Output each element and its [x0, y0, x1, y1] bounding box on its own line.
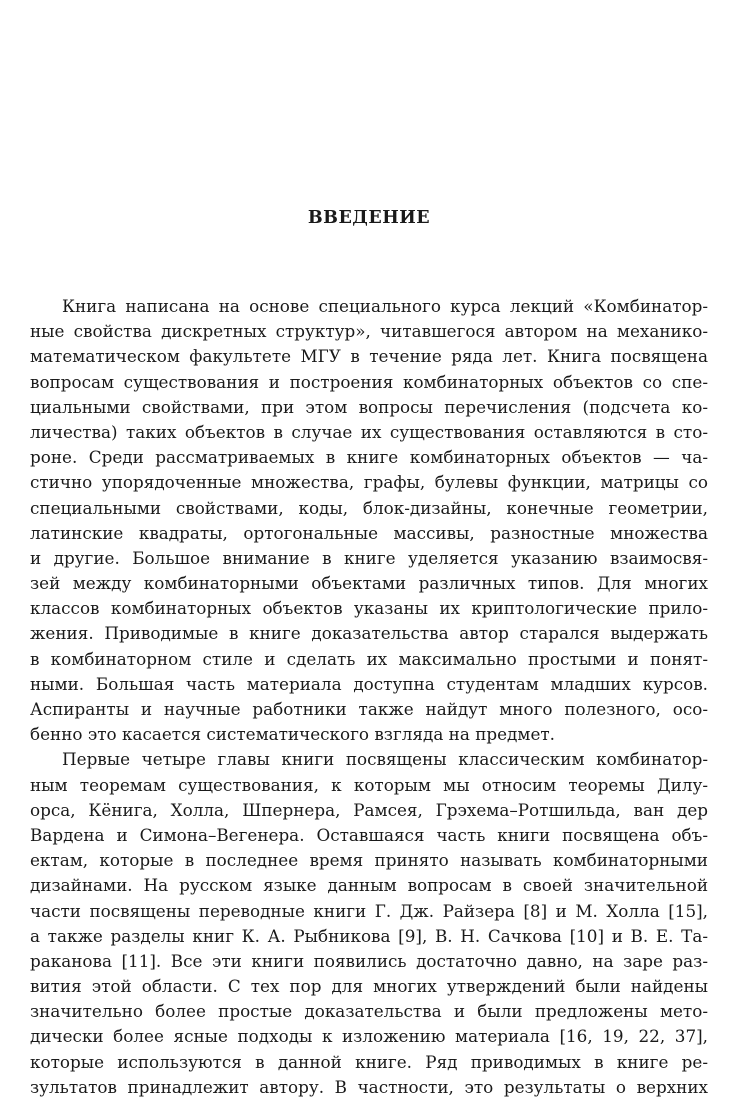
text-line: части посвящены переводные книги Г. Дж. Райзера [8] и М. Холла [15],	[30, 900, 708, 921]
text-line: и другие. Большое внимание в книге уделяется указанию взаимосвя-	[30, 547, 708, 568]
text-line: вития этой области. С тех пор для многих утверждений были найдены	[30, 976, 708, 997]
text-line: дизайнами. На русском языке данным вопросам в своей значительной	[30, 875, 708, 896]
text-line: математическом факультете МГУ в течение ряда лет. Книга посвящена	[30, 346, 708, 367]
text-line: Аспиранты и научные работники также найдут много полезного, осо-	[30, 699, 708, 719]
text-line: Первые четыре главы книги посвящены классическим комбинатор-	[62, 749, 708, 770]
text-line: которые используются в данной книге. Ряд приводимых в книге ре-	[30, 1051, 708, 1072]
text-line: ным теоремам существования, к которым мы относим теоремы Дилу-	[30, 774, 708, 795]
text-line: орса, Кёнига, Холла, Шпернера, Рамсея, Грэхема–Ротшильда, ван дер	[30, 799, 708, 820]
text-line: ектам, которые в последнее время принято называть комбинаторными	[30, 850, 708, 871]
text-line: стично упорядоченные множества, графы, булевы функции, матрицы со	[30, 472, 708, 493]
text-line: классов комбинаторных объектов указаны их криптологические прило-	[30, 598, 708, 619]
text-line: в комбинаторном стиле и сделать их максимально простыми и понят-	[30, 648, 708, 669]
paragraph-2	[30, 747, 708, 1100]
text-line: циальными свойствами, при этом вопросы перечисления (подсчета ко-	[30, 396, 708, 417]
body-text	[30, 294, 708, 1100]
text-line: роне. Среди рассматриваемых в книге комбинаторных объектов — ча-	[30, 447, 708, 468]
text-line: специальными свойствами, коды, блок-дизайны, конечные геометрии,	[30, 497, 708, 518]
text-line: ные свойства дискретных структур», читавшегося автором на механико-	[30, 321, 708, 342]
text-line: латинские квадраты, ортогональные массивы, разностные множества	[30, 522, 708, 543]
text-line: бенно это касается систематического взгляда на предмет.	[30, 724, 555, 745]
paragraph-1	[30, 294, 708, 747]
document-page	[30, 0, 708, 1117]
text-line: Вардена и Симона–Вегенера. Оставшаяся часть книги посвящена объ-	[30, 824, 708, 845]
text-line: жения. Приводимые в книге доказательства автор старался выдержать	[30, 623, 708, 644]
text-line: а также разделы книг К. А. Рыбникова [9], В. Н. Сачкова [10] и В. Е. Та-	[30, 925, 708, 946]
page-title: ВВЕДЕНИЕ	[307, 208, 431, 228]
text-line: Книга написана на основе специального курса лекций «Комбинатор-	[62, 296, 708, 316]
text-line: вопросам существования и построения комбинаторных объектов со спе-	[30, 371, 708, 392]
text-line: зультатов принадлежит автору. В частности, это результаты о верхних	[30, 1076, 708, 1097]
text-line: значительно более простые доказательства и были предложены мето-	[30, 1001, 708, 1022]
text-line: ными. Большая часть материала доступна студентам младших курсов.	[30, 673, 708, 694]
text-line: дически более ясные подходы к изложению материала [16, 19, 22, 37],	[30, 1026, 708, 1047]
text-line: личества) таких объектов в случае их существования оставляются в сто-	[30, 421, 708, 442]
text-line: зей между комбинаторными объектами различных типов. Для многих	[30, 573, 708, 594]
text-line: раканова [11]. Все эти книги появились достаточно давно, на заре раз-	[30, 950, 708, 971]
